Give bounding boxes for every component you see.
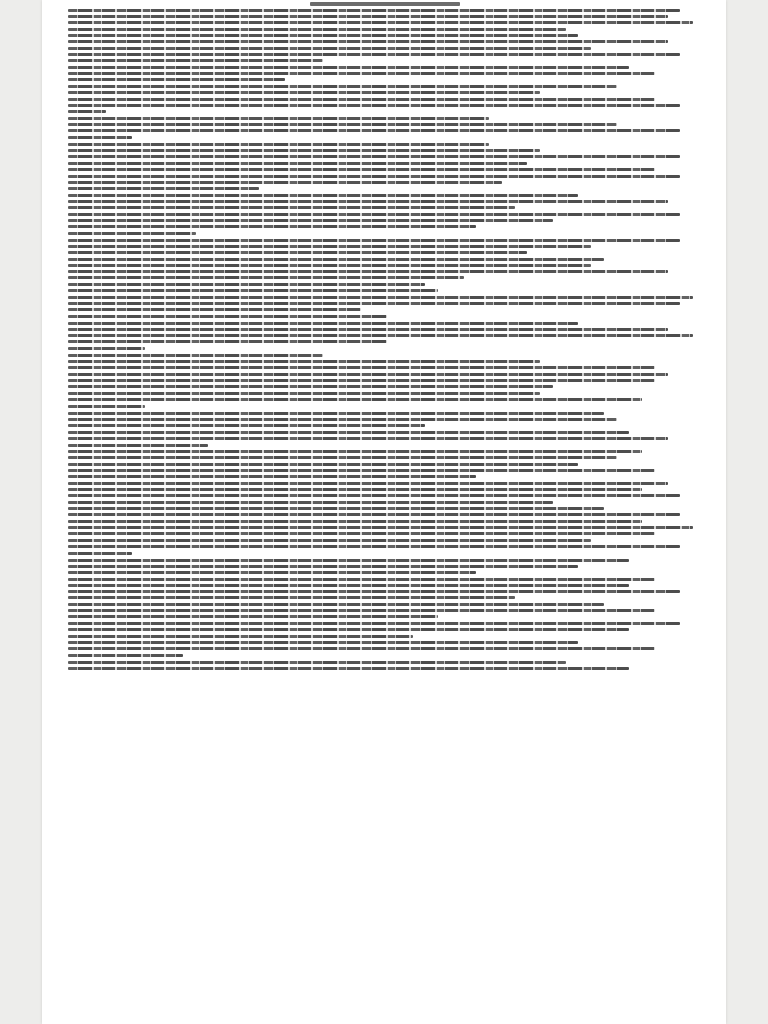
paragraph bbox=[68, 392, 706, 401]
paragraph bbox=[68, 552, 706, 555]
paragraph bbox=[68, 578, 706, 599]
illegible-text-line bbox=[68, 219, 553, 222]
illegible-text-line bbox=[68, 507, 604, 510]
illegible-text-line bbox=[68, 559, 629, 562]
illegible-text-line bbox=[68, 206, 515, 209]
illegible-text-line bbox=[68, 270, 668, 273]
illegible-text-line bbox=[68, 526, 693, 529]
illegible-text-line bbox=[68, 276, 464, 279]
illegible-text-line bbox=[68, 34, 578, 37]
illegible-text-line bbox=[68, 258, 604, 261]
illegible-text-line bbox=[68, 123, 617, 126]
illegible-text-line bbox=[68, 340, 387, 343]
illegible-text-line bbox=[68, 532, 655, 535]
illegible-text-line bbox=[68, 463, 578, 466]
illegible-text-line bbox=[68, 296, 693, 299]
paragraph bbox=[68, 622, 706, 631]
illegible-text-line bbox=[68, 379, 655, 382]
illegible-text-line bbox=[68, 168, 655, 171]
illegible-text-line bbox=[68, 334, 693, 337]
paragraph bbox=[68, 482, 706, 497]
illegible-text-line bbox=[68, 424, 425, 427]
illegible-text-line bbox=[68, 347, 145, 350]
illegible-text-line bbox=[68, 654, 183, 657]
illegible-text-line bbox=[68, 392, 540, 395]
paragraph bbox=[68, 559, 706, 574]
paragraph bbox=[68, 143, 706, 158]
paragraph bbox=[68, 85, 706, 94]
paragraph bbox=[68, 322, 706, 343]
illegible-text-line bbox=[68, 40, 668, 43]
illegible-text-line bbox=[68, 635, 413, 638]
paragraph bbox=[68, 405, 706, 408]
illegible-text-line bbox=[68, 437, 668, 440]
illegible-text-line bbox=[68, 251, 527, 254]
illegible-text-line bbox=[68, 603, 604, 606]
paragraph bbox=[68, 162, 706, 171]
illegible-text-line bbox=[68, 91, 540, 94]
paragraph bbox=[68, 213, 706, 228]
paragraph bbox=[68, 47, 706, 62]
paragraph bbox=[68, 539, 706, 548]
illegible-text-line bbox=[68, 225, 476, 228]
illegible-text-line bbox=[68, 641, 578, 644]
illegible-text-line bbox=[68, 373, 668, 376]
paragraph bbox=[68, 28, 706, 43]
illegible-text-line bbox=[68, 444, 208, 447]
illegible-text-line bbox=[68, 584, 629, 587]
document-page bbox=[42, 0, 726, 1024]
illegible-text-line bbox=[68, 72, 655, 75]
illegible-text-line bbox=[68, 354, 323, 357]
illegible-text-line bbox=[68, 9, 680, 12]
illegible-text-line bbox=[68, 366, 655, 369]
illegible-text-line bbox=[68, 609, 655, 612]
illegible-text-line bbox=[68, 264, 591, 267]
illegible-text-line bbox=[68, 21, 693, 24]
paragraph bbox=[68, 117, 706, 132]
paragraph bbox=[68, 501, 706, 516]
illegible-text-line bbox=[68, 552, 132, 555]
illegible-text-line bbox=[68, 315, 387, 318]
illegible-text-line bbox=[68, 405, 145, 408]
illegible-text-line bbox=[68, 494, 680, 497]
paragraph bbox=[68, 136, 706, 139]
paragraph bbox=[68, 98, 706, 113]
paragraph bbox=[68, 520, 706, 535]
illegible-text-line bbox=[68, 143, 489, 146]
illegible-text-line bbox=[68, 578, 655, 581]
illegible-text-line bbox=[68, 136, 132, 139]
paragraph bbox=[68, 66, 706, 81]
illegible-text-line bbox=[68, 322, 578, 325]
document-body bbox=[68, 9, 706, 674]
paragraph bbox=[68, 347, 706, 350]
illegible-text-line bbox=[68, 283, 425, 286]
illegible-text-line bbox=[68, 213, 680, 216]
illegible-text-line bbox=[68, 28, 566, 31]
illegible-text-line bbox=[68, 104, 680, 107]
illegible-text-line bbox=[68, 302, 680, 305]
illegible-text-line bbox=[68, 615, 438, 618]
illegible-text-line bbox=[68, 565, 578, 568]
illegible-text-line bbox=[68, 469, 655, 472]
illegible-text-line bbox=[68, 129, 680, 132]
illegible-text-line bbox=[68, 110, 106, 113]
illegible-text-line bbox=[68, 117, 489, 120]
illegible-text-line bbox=[68, 501, 553, 504]
illegible-text-line bbox=[68, 289, 438, 292]
paragraph bbox=[68, 431, 706, 440]
illegible-text-line bbox=[68, 66, 629, 69]
illegible-text-line bbox=[68, 155, 680, 158]
illegible-text-line bbox=[68, 194, 578, 197]
paragraph bbox=[68, 635, 706, 650]
illegible-text-line bbox=[68, 590, 680, 593]
illegible-text-line bbox=[68, 239, 680, 242]
illegible-text-line bbox=[68, 622, 680, 625]
paragraph bbox=[68, 194, 706, 209]
paragraph bbox=[68, 661, 706, 670]
illegible-text-line bbox=[68, 450, 642, 453]
illegible-text-line bbox=[68, 53, 680, 56]
illegible-text-line bbox=[68, 328, 668, 331]
illegible-text-line bbox=[68, 667, 629, 670]
paragraph bbox=[68, 9, 706, 24]
paragraph bbox=[68, 283, 706, 292]
illegible-text-line bbox=[68, 232, 196, 235]
paragraph bbox=[68, 444, 706, 459]
illegible-text-line bbox=[68, 181, 502, 184]
paragraph bbox=[68, 373, 706, 388]
illegible-text-line bbox=[68, 596, 515, 599]
illegible-text-line bbox=[68, 482, 668, 485]
illegible-text-line bbox=[68, 571, 476, 574]
illegible-text-line bbox=[68, 149, 540, 152]
paragraph bbox=[68, 315, 706, 318]
illegible-text-line bbox=[68, 98, 655, 101]
paragraph bbox=[68, 239, 706, 254]
illegible-text-line bbox=[68, 520, 642, 523]
illegible-text-line bbox=[68, 661, 566, 664]
illegible-text-line bbox=[68, 245, 591, 248]
illegible-text-line bbox=[68, 175, 680, 178]
illegible-text-line bbox=[68, 513, 680, 516]
illegible-text-line bbox=[68, 539, 591, 542]
illegible-text-line bbox=[68, 628, 629, 631]
illegible-text-line bbox=[68, 475, 476, 478]
illegible-text-line bbox=[68, 85, 617, 88]
illegible-text-line bbox=[68, 187, 259, 190]
illegible-text-line bbox=[68, 59, 323, 62]
paragraph bbox=[68, 232, 706, 235]
illegible-text-line bbox=[68, 200, 668, 203]
illegible-text-line bbox=[68, 545, 680, 548]
illegible-text-line bbox=[68, 360, 540, 363]
illegible-text-line bbox=[68, 162, 527, 165]
illegible-text-line bbox=[68, 385, 553, 388]
illegible-text-line bbox=[68, 47, 591, 50]
illegible-text-line bbox=[68, 647, 655, 650]
illegible-text-line bbox=[68, 418, 617, 421]
illegible-text-line bbox=[68, 456, 617, 459]
paragraph bbox=[68, 258, 706, 279]
illegible-text-line bbox=[68, 412, 604, 415]
paragraph bbox=[68, 654, 706, 657]
paragraph bbox=[68, 296, 706, 311]
paragraph bbox=[68, 463, 706, 478]
illegible-text-line bbox=[68, 15, 668, 18]
illegible-text-line bbox=[68, 431, 629, 434]
document-title-icon bbox=[310, 2, 460, 6]
paragraph bbox=[68, 175, 706, 190]
illegible-text-line bbox=[68, 78, 285, 81]
paragraph bbox=[68, 354, 706, 369]
illegible-text-line bbox=[68, 398, 642, 401]
paragraph bbox=[68, 412, 706, 427]
illegible-text-line bbox=[68, 308, 361, 311]
paragraph bbox=[68, 603, 706, 618]
illegible-text-line bbox=[68, 488, 642, 491]
